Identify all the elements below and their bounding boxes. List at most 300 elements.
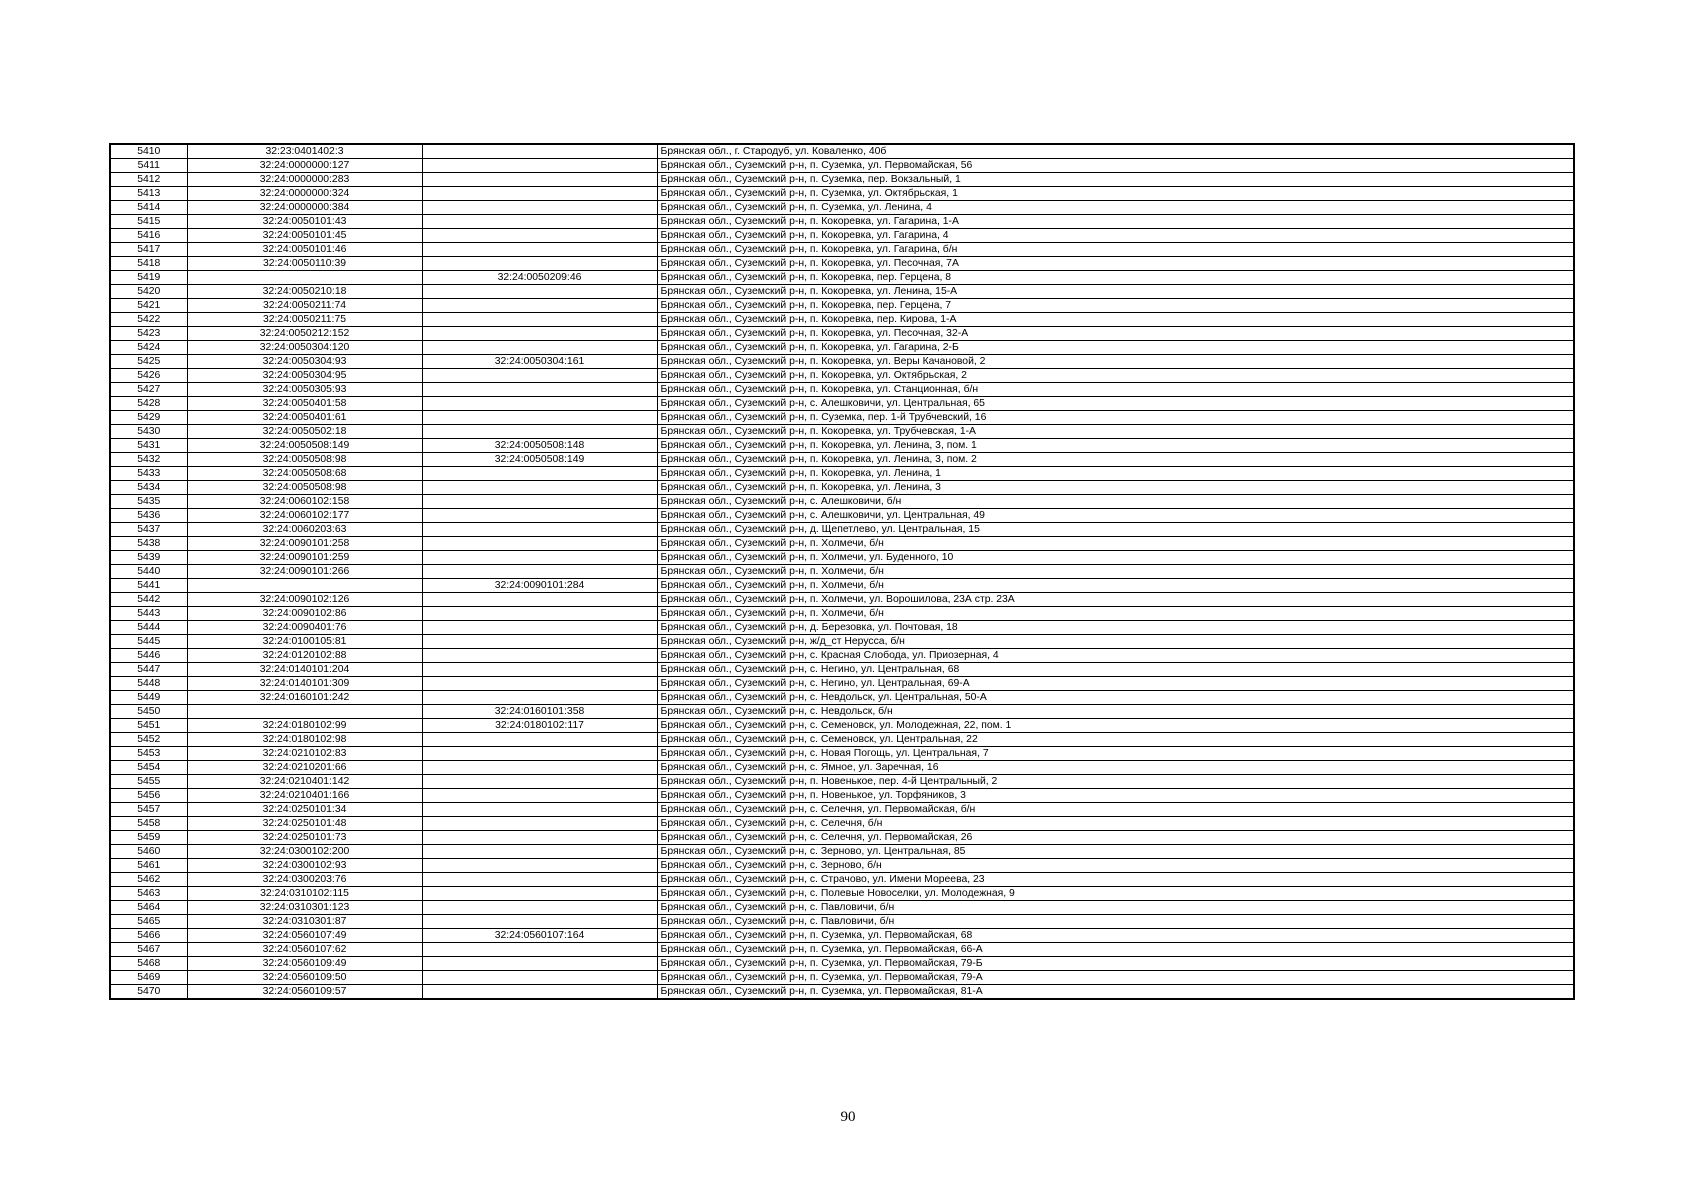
row-number-cell: 5454 — [110, 761, 187, 775]
cadastral-number-cell: 32:24:0120102:88 — [187, 649, 422, 663]
cadastral-number-cell: 32:24:0210102:83 — [187, 747, 422, 761]
table-row — [110, 761, 1574, 775]
address-cell: Брянская обл., Суземский р-н, с. Полевые Новоселки, ул. Молодежная, 9 — [657, 887, 1574, 901]
cadastral-number-cell: 32:24:0050508:68 — [187, 467, 422, 481]
cadastral-number-cell: 32:24:0050211:74 — [187, 299, 422, 313]
related-cadastral-number-cell — [422, 621, 657, 635]
row-number-cell: 5418 — [110, 257, 187, 271]
row-number-cell: 5464 — [110, 901, 187, 915]
address-cell: Брянская обл., Суземский р-н, с. Алешковичи, б/н — [657, 495, 1574, 509]
address-cell: Брянская обл., Суземский р-н, п. Кокоревка, ул. Ленина, 3 — [657, 481, 1574, 495]
table-row — [110, 271, 1574, 285]
related-cadastral-number-cell — [422, 341, 657, 355]
row-number-cell: 5434 — [110, 481, 187, 495]
row-number-cell: 5431 — [110, 439, 187, 453]
table-row — [110, 817, 1574, 831]
property-register-table — [109, 143, 1575, 1000]
table-row — [110, 257, 1574, 271]
row-number-cell: 5429 — [110, 411, 187, 425]
address-cell: Брянская обл., Суземский р-н, п. Суземка, ул. Ленина, 4 — [657, 201, 1574, 215]
related-cadastral-number-cell — [422, 285, 657, 299]
cadastral-number-cell: 32:24:0000000:283 — [187, 173, 422, 187]
cadastral-number-cell: 32:24:0050401:58 — [187, 397, 422, 411]
related-cadastral-number-cell — [422, 159, 657, 173]
table-row — [110, 915, 1574, 929]
table-row — [110, 845, 1574, 859]
cadastral-number-cell: 32:24:0050101:46 — [187, 243, 422, 257]
table-row — [110, 369, 1574, 383]
table-row — [110, 215, 1574, 229]
address-cell: Брянская обл., Суземский р-н, п. Кокоревка, ул. Октябрьская, 2 — [657, 369, 1574, 383]
cadastral-number-cell: 32:24:0300102:93 — [187, 859, 422, 873]
row-number-cell: 5456 — [110, 789, 187, 803]
row-number-cell: 5413 — [110, 187, 187, 201]
address-cell: Брянская обл., Суземский р-н, с. Невдольск, б/н — [657, 705, 1574, 719]
row-number-cell: 5445 — [110, 635, 187, 649]
row-number-cell: 5463 — [110, 887, 187, 901]
table-row — [110, 929, 1574, 943]
cadastral-number-cell: 32:24:0060102:158 — [187, 495, 422, 509]
row-number-cell: 5457 — [110, 803, 187, 817]
related-cadastral-number-cell — [422, 411, 657, 425]
related-cadastral-number-cell — [422, 593, 657, 607]
table-row — [110, 509, 1574, 523]
related-cadastral-number-cell — [422, 327, 657, 341]
related-cadastral-number-cell: 32:24:0050508:149 — [422, 453, 657, 467]
address-cell: Брянская обл., Суземский р-н, с. Селечня, ул. Первомайская, б/н — [657, 803, 1574, 817]
related-cadastral-number-cell: 32:24:0050209:46 — [422, 271, 657, 285]
table-row — [110, 663, 1574, 677]
row-number-cell: 5452 — [110, 733, 187, 747]
address-cell: Брянская обл., Суземский р-н, п. Холмечи, ул. Буденного, 10 — [657, 551, 1574, 565]
related-cadastral-number-cell — [422, 495, 657, 509]
cadastral-number-cell: 32:24:0250101:73 — [187, 831, 422, 845]
row-number-cell: 5426 — [110, 369, 187, 383]
address-cell: Брянская обл., Суземский р-н, с. Селечня, б/н — [657, 817, 1574, 831]
table-row — [110, 971, 1574, 985]
address-cell: Брянская обл., Суземский р-н, с. Невдольск, ул. Центральная, 50-А — [657, 691, 1574, 705]
related-cadastral-number-cell — [422, 663, 657, 677]
row-number-cell: 5415 — [110, 215, 187, 229]
address-cell: Брянская обл., Суземский р-н, д. Березовка, ул. Почтовая, 18 — [657, 621, 1574, 635]
related-cadastral-number-cell — [422, 509, 657, 523]
address-cell: Брянская обл., Суземский р-н, с. Алешковичи, ул. Центральная, 65 — [657, 397, 1574, 411]
cadastral-number-cell: 32:24:0180102:98 — [187, 733, 422, 747]
address-cell: Брянская обл., Суземский р-н, п. Кокоревка, ул. Ленина, 3, пом. 2 — [657, 453, 1574, 467]
table-row — [110, 873, 1574, 887]
related-cadastral-number-cell — [422, 551, 657, 565]
related-cadastral-number-cell — [422, 985, 657, 1000]
row-number-cell: 5421 — [110, 299, 187, 313]
related-cadastral-number-cell — [422, 144, 657, 159]
address-cell: Брянская обл., Суземский р-н, с. Негино, ул. Центральная, 69-А — [657, 677, 1574, 691]
address-cell: Брянская обл., Суземский р-н, п. Суземка, ул. Первомайская, 81-А — [657, 985, 1574, 1000]
row-number-cell: 5425 — [110, 355, 187, 369]
cadastral-number-cell: 32:24:0310301:123 — [187, 901, 422, 915]
cadastral-number-cell: 32:24:0560109:57 — [187, 985, 422, 1000]
cadastral-number-cell: 32:24:0300203:76 — [187, 873, 422, 887]
address-cell: Брянская обл., Суземский р-н, ж/д_ст Нерусса, б/н — [657, 635, 1574, 649]
address-cell: Брянская обл., Суземский р-н, п. Суземка, ул. Первомайская, 79-А — [657, 971, 1574, 985]
cadastral-number-cell: 32:24:0090101:259 — [187, 551, 422, 565]
cadastral-number-cell: 32:24:0090101:266 — [187, 565, 422, 579]
address-cell: Брянская обл., Суземский р-н, с. Зерново, ул. Центральная, 85 — [657, 845, 1574, 859]
row-number-cell: 5416 — [110, 229, 187, 243]
row-number-cell: 5458 — [110, 817, 187, 831]
address-cell: Брянская обл., Суземский р-н, п. Кокоревка, ул. Гагарина, 1-А — [657, 215, 1574, 229]
address-cell: Брянская обл., Суземский р-н, п. Кокоревка, ул. Ленина, 1 — [657, 467, 1574, 481]
table-row — [110, 831, 1574, 845]
table-row — [110, 565, 1574, 579]
related-cadastral-number-cell — [422, 523, 657, 537]
related-cadastral-number-cell — [422, 313, 657, 327]
address-cell: Брянская обл., Суземский р-н, с. Семеновск, ул. Молодежная, 22, пом. 1 — [657, 719, 1574, 733]
related-cadastral-number-cell — [422, 789, 657, 803]
address-cell: Брянская обл., Суземский р-н, п. Суземка, ул. Первомайская, 79-Б — [657, 957, 1574, 971]
table-row — [110, 327, 1574, 341]
row-number-cell: 5432 — [110, 453, 187, 467]
address-cell: Брянская обл., Суземский р-н, п. Кокоревка, пер. Герцена, 7 — [657, 299, 1574, 313]
row-number-cell: 5455 — [110, 775, 187, 789]
cadastral-number-cell: 32:24:0140101:309 — [187, 677, 422, 691]
row-number-cell: 5438 — [110, 537, 187, 551]
address-cell: Брянская обл., Суземский р-н, п. Кокоревка, ул. Ленина, 15-А — [657, 285, 1574, 299]
related-cadastral-number-cell — [422, 943, 657, 957]
cadastral-number-cell: 32:24:0060102:177 — [187, 509, 422, 523]
table-row — [110, 859, 1574, 873]
table-row — [110, 144, 1574, 159]
address-cell: Брянская обл., Суземский р-н, п. Холмечи, б/н — [657, 607, 1574, 621]
cadastral-number-cell — [187, 579, 422, 593]
row-number-cell: 5439 — [110, 551, 187, 565]
related-cadastral-number-cell — [422, 257, 657, 271]
row-number-cell: 5459 — [110, 831, 187, 845]
table-row — [110, 733, 1574, 747]
cadastral-number-cell: 32:24:0310301:87 — [187, 915, 422, 929]
table-row — [110, 411, 1574, 425]
row-number-cell: 5427 — [110, 383, 187, 397]
row-number-cell: 5460 — [110, 845, 187, 859]
address-cell: Брянская обл., Суземский р-н, п. Суземка, ул. Первомайская, 56 — [657, 159, 1574, 173]
related-cadastral-number-cell — [422, 635, 657, 649]
row-number-cell: 5443 — [110, 607, 187, 621]
table-row — [110, 775, 1574, 789]
related-cadastral-number-cell — [422, 397, 657, 411]
related-cadastral-number-cell — [422, 901, 657, 915]
table-row — [110, 481, 1574, 495]
related-cadastral-number-cell: 32:24:0050508:148 — [422, 439, 657, 453]
row-number-cell: 5470 — [110, 985, 187, 1000]
related-cadastral-number-cell — [422, 747, 657, 761]
address-cell: Брянская обл., Суземский р-н, п. Кокоревка, ул. Гагарина, б/н — [657, 243, 1574, 257]
table-row — [110, 173, 1574, 187]
related-cadastral-number-cell — [422, 481, 657, 495]
row-number-cell: 5420 — [110, 285, 187, 299]
cadastral-number-cell: 32:24:0250101:34 — [187, 803, 422, 817]
related-cadastral-number-cell — [422, 173, 657, 187]
cadastral-number-cell: 32:24:0180102:99 — [187, 719, 422, 733]
table-body — [110, 144, 1574, 999]
cadastral-number-cell: 32:24:0210401:166 — [187, 789, 422, 803]
row-number-cell: 5446 — [110, 649, 187, 663]
related-cadastral-number-cell — [422, 887, 657, 901]
row-number-cell: 5442 — [110, 593, 187, 607]
related-cadastral-number-cell — [422, 803, 657, 817]
related-cadastral-number-cell: 32:24:0090101:284 — [422, 579, 657, 593]
table-row — [110, 901, 1574, 915]
cadastral-number-cell: 32:24:0160101:242 — [187, 691, 422, 705]
cadastral-number-cell: 32:24:0050110:39 — [187, 257, 422, 271]
address-cell: Брянская обл., Суземский р-н, д. Щепетлево, ул. Центральная, 15 — [657, 523, 1574, 537]
cadastral-number-cell: 32:24:0050304:120 — [187, 341, 422, 355]
cadastral-number-cell — [187, 271, 422, 285]
address-cell: Брянская обл., Суземский р-н, п. Холмечи, ул. Ворошилова, 23А стр. 23А — [657, 593, 1574, 607]
table-row — [110, 341, 1574, 355]
related-cadastral-number-cell — [422, 915, 657, 929]
table-row — [110, 719, 1574, 733]
table-row — [110, 649, 1574, 663]
table-row — [110, 285, 1574, 299]
address-cell: Брянская обл., Суземский р-н, с. Страчово, ул. Имени Мореева, 23 — [657, 873, 1574, 887]
table-row — [110, 593, 1574, 607]
address-cell: Брянская обл., Суземский р-н, п. Суземка, ул. Первомайская, 66-А — [657, 943, 1574, 957]
row-number-cell: 5424 — [110, 341, 187, 355]
table-row — [110, 943, 1574, 957]
table-row — [110, 495, 1574, 509]
address-cell: Брянская обл., Суземский р-н, п. Кокоревка, ул. Песочная, 32-А — [657, 327, 1574, 341]
cadastral-number-cell — [187, 705, 422, 719]
related-cadastral-number-cell — [422, 229, 657, 243]
address-cell: Брянская обл., Суземский р-н, п. Холмечи, б/н — [657, 537, 1574, 551]
address-cell: Брянская обл., Суземский р-н, п. Кокоревка, ул. Песочная, 7А — [657, 257, 1574, 271]
related-cadastral-number-cell — [422, 187, 657, 201]
cadastral-number-cell: 32:23:0401402:3 — [187, 144, 422, 159]
row-number-cell: 5422 — [110, 313, 187, 327]
address-cell: Брянская обл., Суземский р-н, п. Кокоревка, ул. Веры Качановой, 2 — [657, 355, 1574, 369]
address-cell: Брянская обл., Суземский р-н, п. Холмечи, б/н — [657, 579, 1574, 593]
address-cell: Брянская обл., Суземский р-н, п. Новенькое, ул. Торфяников, 3 — [657, 789, 1574, 803]
table-row — [110, 467, 1574, 481]
address-cell: Брянская обл., Суземский р-н, п. Суземка, пер. 1-й Трубчевский, 16 — [657, 411, 1574, 425]
related-cadastral-number-cell — [422, 971, 657, 985]
table-row — [110, 621, 1574, 635]
table-row — [110, 355, 1574, 369]
cadastral-number-cell: 32:24:0560109:50 — [187, 971, 422, 985]
cadastral-number-cell: 32:24:0090102:126 — [187, 593, 422, 607]
table-row — [110, 299, 1574, 313]
row-number-cell: 5410 — [110, 144, 187, 159]
address-cell: Брянская обл., Суземский р-н, п. Кокоревка, пер. Кирова, 1-А — [657, 313, 1574, 327]
table-row — [110, 607, 1574, 621]
row-number-cell: 5447 — [110, 663, 187, 677]
row-number-cell: 5444 — [110, 621, 187, 635]
table-row — [110, 957, 1574, 971]
related-cadastral-number-cell — [422, 831, 657, 845]
related-cadastral-number-cell — [422, 299, 657, 313]
related-cadastral-number-cell: 32:24:0050304:161 — [422, 355, 657, 369]
address-cell: Брянская обл., Суземский р-н, с. Семеновск, ул. Центральная, 22 — [657, 733, 1574, 747]
address-cell: Брянская обл., Суземский р-н, п. Суземка, ул. Первомайская, 68 — [657, 929, 1574, 943]
table-row — [110, 691, 1574, 705]
row-number-cell: 5412 — [110, 173, 187, 187]
row-number-cell: 5411 — [110, 159, 187, 173]
cadastral-number-cell: 32:24:0050211:75 — [187, 313, 422, 327]
related-cadastral-number-cell — [422, 607, 657, 621]
cadastral-number-cell: 32:24:0050508:98 — [187, 453, 422, 467]
table-row — [110, 159, 1574, 173]
row-number-cell: 5466 — [110, 929, 187, 943]
row-number-cell: 5449 — [110, 691, 187, 705]
table-row — [110, 747, 1574, 761]
address-cell: Брянская обл., Суземский р-н, с. Ямное, ул. Заречная, 16 — [657, 761, 1574, 775]
related-cadastral-number-cell — [422, 649, 657, 663]
address-cell: Брянская обл., Суземский р-н, п. Кокоревка, ул. Гагарина, 4 — [657, 229, 1574, 243]
related-cadastral-number-cell — [422, 369, 657, 383]
address-cell: Брянская обл., Суземский р-н, п. Холмечи, б/н — [657, 565, 1574, 579]
cadastral-number-cell: 32:24:0090102:86 — [187, 607, 422, 621]
cadastral-number-cell: 32:24:0560107:62 — [187, 943, 422, 957]
address-cell: Брянская обл., г. Стародуб, ул. Коваленко, 40б — [657, 144, 1574, 159]
table-row — [110, 397, 1574, 411]
related-cadastral-number-cell — [422, 691, 657, 705]
related-cadastral-number-cell — [422, 845, 657, 859]
cadastral-number-cell: 32:24:0100105:81 — [187, 635, 422, 649]
address-cell: Брянская обл., Суземский р-н, с. Негино, ул. Центральная, 68 — [657, 663, 1574, 677]
address-cell: Брянская обл., Суземский р-н, п. Суземка, ул. Октябрьская, 1 — [657, 187, 1574, 201]
row-number-cell: 5468 — [110, 957, 187, 971]
cadastral-number-cell: 32:24:0210201:66 — [187, 761, 422, 775]
related-cadastral-number-cell — [422, 425, 657, 439]
cadastral-number-cell: 32:24:0560109:49 — [187, 957, 422, 971]
related-cadastral-number-cell — [422, 733, 657, 747]
related-cadastral-number-cell: 32:24:0160101:358 — [422, 705, 657, 719]
table-row — [110, 229, 1574, 243]
row-number-cell: 5465 — [110, 915, 187, 929]
related-cadastral-number-cell — [422, 817, 657, 831]
address-cell: Брянская обл., Суземский р-н, п. Кокоревка, ул. Станционная, б/н — [657, 383, 1574, 397]
row-number-cell: 5448 — [110, 677, 187, 691]
related-cadastral-number-cell — [422, 957, 657, 971]
related-cadastral-number-cell — [422, 873, 657, 887]
row-number-cell: 5461 — [110, 859, 187, 873]
address-cell: Брянская обл., Суземский р-н, п. Суземка, пер. Вокзальный, 1 — [657, 173, 1574, 187]
related-cadastral-number-cell — [422, 565, 657, 579]
related-cadastral-number-cell: 32:24:0180102:117 — [422, 719, 657, 733]
row-number-cell: 5437 — [110, 523, 187, 537]
cadastral-number-cell: 32:24:0050304:93 — [187, 355, 422, 369]
related-cadastral-number-cell — [422, 243, 657, 257]
address-cell: Брянская обл., Суземский р-н, с. Алешковичи, ул. Центральная, 49 — [657, 509, 1574, 523]
row-number-cell: 5417 — [110, 243, 187, 257]
table-row — [110, 439, 1574, 453]
address-cell: Брянская обл., Суземский р-н, с. Красная Слобода, ул. Приозерная, 4 — [657, 649, 1574, 663]
cadastral-number-cell: 32:24:0300102:200 — [187, 845, 422, 859]
cadastral-number-cell: 32:24:0050508:149 — [187, 439, 422, 453]
table-row — [110, 425, 1574, 439]
related-cadastral-number-cell — [422, 467, 657, 481]
row-number-cell: 5423 — [110, 327, 187, 341]
row-number-cell: 5414 — [110, 201, 187, 215]
row-number-cell: 5453 — [110, 747, 187, 761]
table-row — [110, 453, 1574, 467]
address-cell: Брянская обл., Суземский р-н, п. Кокоревка, ул. Трубчевская, 1-А — [657, 425, 1574, 439]
row-number-cell: 5451 — [110, 719, 187, 733]
table-row — [110, 383, 1574, 397]
row-number-cell: 5467 — [110, 943, 187, 957]
cadastral-number-cell: 32:24:0050101:43 — [187, 215, 422, 229]
cadastral-number-cell: 32:24:0050305:93 — [187, 383, 422, 397]
row-number-cell: 5435 — [110, 495, 187, 509]
cadastral-number-cell: 32:24:0060203:63 — [187, 523, 422, 537]
cadastral-number-cell: 32:24:0050212:152 — [187, 327, 422, 341]
cadastral-number-cell: 32:24:0050210:18 — [187, 285, 422, 299]
table-row — [110, 187, 1574, 201]
row-number-cell: 5469 — [110, 971, 187, 985]
address-cell: Брянская обл., Суземский р-н, п. Новенькое, пер. 4-й Центральный, 2 — [657, 775, 1574, 789]
related-cadastral-number-cell: 32:24:0560107:164 — [422, 929, 657, 943]
table-row — [110, 635, 1574, 649]
related-cadastral-number-cell — [422, 383, 657, 397]
related-cadastral-number-cell — [422, 215, 657, 229]
address-cell: Брянская обл., Суземский р-н, с. Павловичи, б/н — [657, 901, 1574, 915]
table-row — [110, 887, 1574, 901]
cadastral-number-cell: 32:24:0310102:115 — [187, 887, 422, 901]
row-number-cell: 5440 — [110, 565, 187, 579]
cadastral-number-cell: 32:24:0560107:49 — [187, 929, 422, 943]
cadastral-number-cell: 32:24:0050401:61 — [187, 411, 422, 425]
cadastral-number-cell: 32:24:0050101:45 — [187, 229, 422, 243]
table-row — [110, 789, 1574, 803]
table-row — [110, 537, 1574, 551]
table-row — [110, 803, 1574, 817]
related-cadastral-number-cell — [422, 201, 657, 215]
table-row — [110, 523, 1574, 537]
related-cadastral-number-cell — [422, 537, 657, 551]
address-cell: Брянская обл., Суземский р-н, п. Кокоревка, пер. Герцена, 8 — [657, 271, 1574, 285]
table-row — [110, 985, 1574, 1000]
address-cell: Брянская обл., Суземский р-н, с. Павловичи, б/н — [657, 915, 1574, 929]
table-row — [110, 201, 1574, 215]
related-cadastral-number-cell — [422, 775, 657, 789]
row-number-cell: 5433 — [110, 467, 187, 481]
row-number-cell: 5428 — [110, 397, 187, 411]
row-number-cell: 5436 — [110, 509, 187, 523]
table-row — [110, 243, 1574, 257]
table-row — [110, 705, 1574, 719]
table-row — [110, 677, 1574, 691]
address-cell: Брянская обл., Суземский р-н, с. Зерново, б/н — [657, 859, 1574, 873]
cadastral-number-cell: 32:24:0210401:142 — [187, 775, 422, 789]
address-cell: Брянская обл., Суземский р-н, п. Кокоревка, ул. Гагарина, 2-Б — [657, 341, 1574, 355]
table-row — [110, 313, 1574, 327]
row-number-cell: 5450 — [110, 705, 187, 719]
row-number-cell: 5430 — [110, 425, 187, 439]
cadastral-number-cell: 32:24:0000000:384 — [187, 201, 422, 215]
address-cell: Брянская обл., Суземский р-н, п. Кокоревка, ул. Ленина, 3, пом. 1 — [657, 439, 1574, 453]
cadastral-number-cell: 32:24:0050508:98 — [187, 481, 422, 495]
cadastral-number-cell: 32:24:0050502:18 — [187, 425, 422, 439]
related-cadastral-number-cell — [422, 761, 657, 775]
cadastral-number-cell: 32:24:0090101:258 — [187, 537, 422, 551]
related-cadastral-number-cell — [422, 677, 657, 691]
cadastral-number-cell: 32:24:0090401:76 — [187, 621, 422, 635]
related-cadastral-number-cell — [422, 859, 657, 873]
cadastral-number-cell: 32:24:0000000:127 — [187, 159, 422, 173]
table-row — [110, 579, 1574, 593]
row-number-cell: 5419 — [110, 271, 187, 285]
page-number: 90 — [840, 1109, 856, 1125]
row-number-cell: 5462 — [110, 873, 187, 887]
